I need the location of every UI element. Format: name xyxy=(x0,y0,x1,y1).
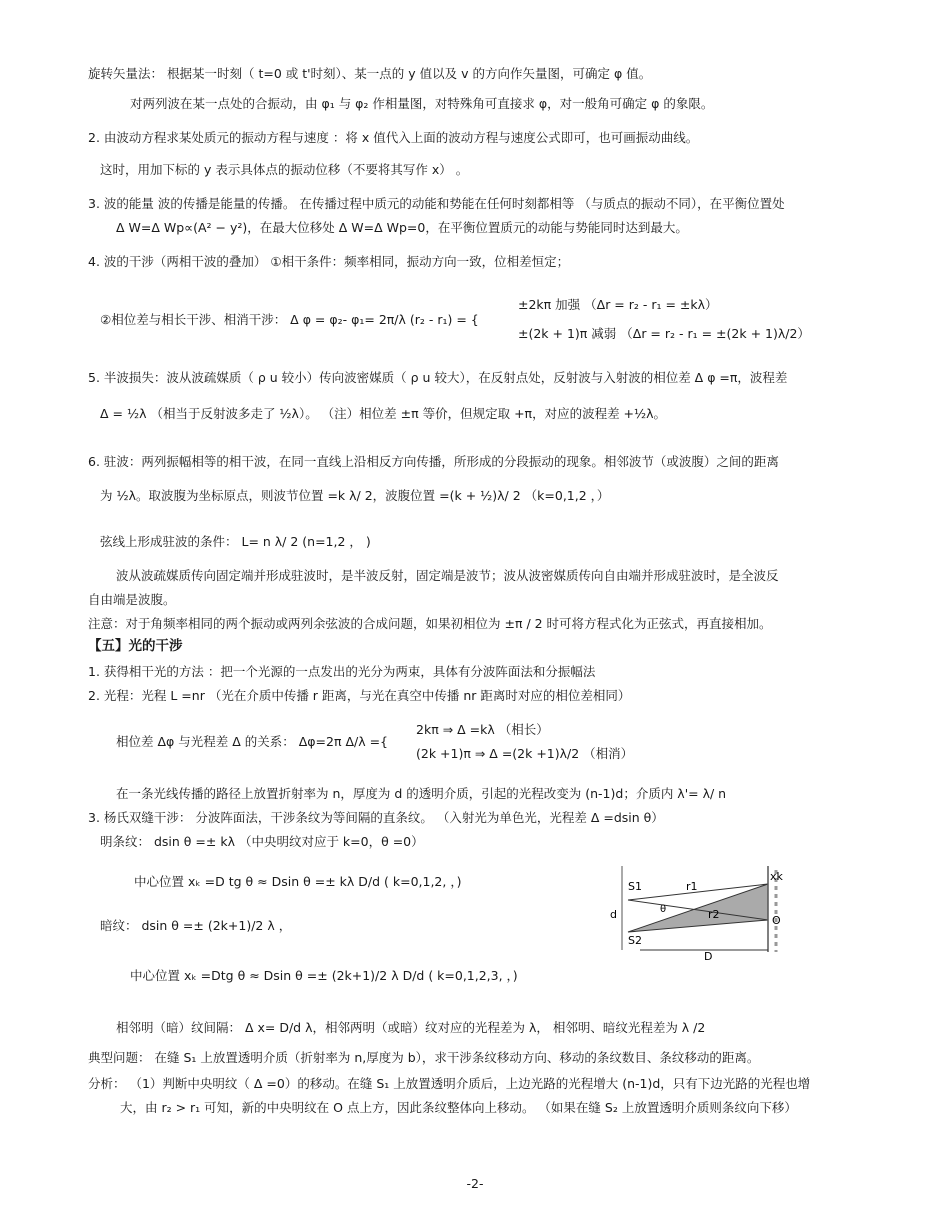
line-phase-path-relation: 相位差 Δφ 与光程差 Δ 的关系： Δφ=2π Δ/λ ={ xyxy=(116,734,388,749)
label-r2: r2 xyxy=(708,908,720,921)
line-bright-center: 中心位置 xₖ =D tg θ ≈ Dsin θ =± kλ D/d ( k=0,1,2, ，) xyxy=(134,874,462,889)
line-analysis: 分析： （1）判断中央明纹（ Δ =0）的移动。在缝 S₁ 上放置透明介质后，上边光路的光程增大 (n-1)d，只有下边光路的光程也增 xyxy=(88,1076,811,1091)
line-constructive-light: 2kπ ⇒ Δ =kλ （相长） xyxy=(416,722,549,737)
label-s1: S1 xyxy=(628,880,642,893)
double-slit-diagram xyxy=(600,860,800,960)
item-1-coherent-light: 1. 获得相干光的方法 ：把一个光源的一点发出的光分为两束，具体有分波阵面法和分振幅法 xyxy=(88,664,596,679)
item-3-young-double-slit: 3. 杨氏双缝干涉： 分波阵面法，干涉条纹为等间隔的直条纹。 （入射光为单色光，光程差 Δ =dsin θ） xyxy=(88,810,664,825)
line-subscript-note: 这时，用加下标的 y 表示具体点的振动位移（不要将其写作 x） 。 xyxy=(100,162,469,177)
page-number: -2- xyxy=(466,1176,484,1191)
line-path-difference-half: Δ = ½λ （相当于反射波多走了 ½λ）。 （注）相位差 ±π 等价，但规定取 +π，对应的波程差 +½λ。 xyxy=(100,406,667,421)
line-note: 注意：对于角频率相同的两个振动或两列余弦波的合成问题，如果初相位为 ±π / 2 时可将方程式化为正弦式，再直接相加。 xyxy=(88,616,772,631)
label-theta: θ xyxy=(660,904,667,915)
line-fringe-spacing: 相邻明（暗）纹间隔： Δ x= D/d λ，相邻两明（或暗）纹对应的光程差为 λ， 相邻明、暗纹光程差为 λ /2 xyxy=(116,1020,706,1035)
line-typical-problem: 典型问题： 在缝 S₁ 上放置透明介质（折射率为 n,厚度为 b），求干涉条纹移动方向、移动的条纹数目、条纹移动的距离。 xyxy=(88,1050,760,1065)
line-two-wave-phasor: 对两列波在某一点处的合振动，由 φ₁ 与 φ₂ 作相量图，对特殊角可直接求 φ，对一般角可确定 φ 的象限。 xyxy=(130,96,714,111)
line-string-condition: 弦线上形成驻波的条件： L= n λ/ 2 (n=1,2 ， ) xyxy=(100,534,371,549)
label-o: O xyxy=(772,914,781,927)
line-rotating-vector: 旋转矢量法： 根据某一时刻（ t=0 或 t'时刻）、某一点的 y 值以及 v 的方向作矢量图，可确定 φ 值。 xyxy=(88,66,652,81)
label-s2: S2 xyxy=(628,934,642,947)
label-r1: r1 xyxy=(686,880,698,893)
item-5-half-wave-loss: 5. 半波损失：波从波疏媒质（ ρ u 较小）传向波密媒质（ ρ u 较大），在反射点处，反射波与入射波的相位差 Δ φ =π，波程差 xyxy=(88,370,788,385)
label-d: d xyxy=(610,908,617,921)
line-bright-fringe: 明条纹： dsin θ =± kλ （中央明纹对应于 k=0，θ =0） xyxy=(100,834,424,849)
line-dark-center: 中心位置 xₖ =Dtg θ ≈ Dsin θ =± (2k+1)/2 λ D/d ( k=0,1,2,3, ，) xyxy=(130,968,518,983)
line-free-end: 自由端是波腹。 xyxy=(88,592,176,607)
line-energy-formula: Δ W=Δ Wp∝(A² − y²)，在最大位移处 Δ W=Δ Wp=0，在平衡位置质元的动能与势能同时达到最大。 xyxy=(116,220,688,235)
line-phase-difference: ②相位差与相长干涉、相消干涉： Δ φ = φ₂- φ₁= 2π/λ (r₂ - r₁) = { xyxy=(100,312,479,327)
line-refractive-medium: 在一条光线传播的路径上放置折射率为 n，厚度为 d 的透明介质，引起的光程改变为 (n-1)d；介质内 λ'= λ/ n xyxy=(116,786,727,801)
label-xk: xk xyxy=(770,870,783,883)
item-2-optical-path: 2. 光程：光程 L =nr （光在介质中传播 r 距离，与光在真空中传播 nr 距离时对应的相位差相同） xyxy=(88,688,631,703)
line-analysis-cont: 大，由 r₂ > r₁ 可知，新的中央明纹在 O 点上方，因此条纹整体向上移动。 （如果在缝 S₂ 上放置透明介质则条纹向下移） xyxy=(120,1100,797,1115)
line-destructive-light: (2k +1)π ⇒ Δ =(2k +1)λ/2 （相消） xyxy=(416,746,634,761)
line-fixed-end: 波从波疏媒质传向固定端并形成驻波时，是半波反射，固定端是波节；波从波密媒质传向自由端并形成驻波时，是全波反 xyxy=(116,568,779,583)
section-heading-light-interference: 【五】光的干涉 xyxy=(88,638,183,654)
line-dark-fringe: 暗纹： dsin θ =± (2k+1)/2 λ ， xyxy=(100,918,292,933)
line-node-antinode: 为 ½λ。取波腹为坐标原点，则波节位置 =k λ/ 2，波腹位置 =(k + ½)λ/ 2 （k=0,1,2 ，） xyxy=(100,488,610,503)
line-destructive-case: ±(2k + 1)π 减弱 （Δr = r₂ - r₁ = ±(2k + 1)λ/2） xyxy=(518,326,810,341)
item-4-interference: 4. 波的干涉（两相干波的叠加） ①相干条件：频率相同，振动方向一致，位相差恒定； xyxy=(88,254,570,269)
item-3-wave-energy: 3. 波的能量 波的传播是能量的传播。 在传播过程中质元的动能和势能在任何时刻都相等 （与质点的振动不同），在平衡位置处 xyxy=(88,196,785,211)
line-constructive-case: ±2kπ 加强 （Δr = r₂ - r₁ = ±kλ） xyxy=(518,297,718,312)
item-6-standing-wave: 6. 驻波：两列振幅相等的相干波，在同一直线上沿相反方向传播，所形成的分段振动的现象。相邻波节（或波腹）之间的距离 xyxy=(88,454,779,469)
item-2-wave-equation: 2. 由波动方程求某处质元的振动方程与速度 ：将 x 值代入上面的波动方程与速度公式即可，也可画振动曲线。 xyxy=(88,130,699,145)
label-distance: D xyxy=(704,950,713,960)
